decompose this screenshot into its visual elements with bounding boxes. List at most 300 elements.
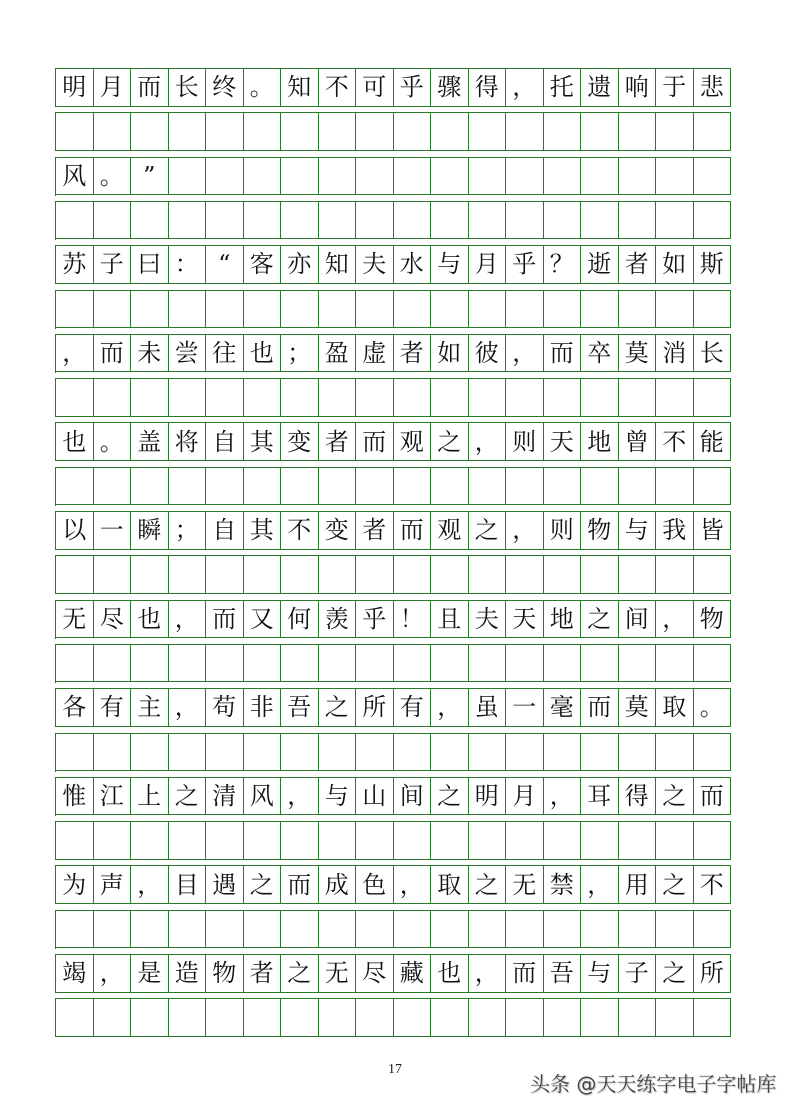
character-cell: 而 [206, 601, 244, 639]
character-cell: 也 [56, 423, 94, 461]
character-cell: 乎 [394, 69, 432, 107]
empty-cell [431, 202, 469, 240]
empty-cell [244, 291, 282, 329]
empty-cell [281, 291, 319, 329]
empty-cell [656, 113, 694, 151]
character-cell: 藏 [394, 955, 432, 993]
empty-cell [619, 158, 657, 196]
empty-cell [581, 468, 619, 506]
character-cell: 与 [431, 246, 469, 284]
empty-cell [431, 291, 469, 329]
empty-cell [694, 999, 732, 1037]
empty-cell [694, 113, 732, 151]
empty-cell [206, 734, 244, 772]
character-cell: 而 [94, 335, 132, 373]
character-cell: 未 [131, 335, 169, 373]
empty-cell [244, 822, 282, 860]
character-cell: 以 [56, 512, 94, 550]
character-cell: ， [506, 512, 544, 550]
character-cell: 地 [581, 423, 619, 461]
text-row [55, 511, 731, 550]
character-cell: 其 [244, 512, 282, 550]
character-cell: 毫 [544, 689, 582, 727]
character-cell: 羡 [319, 601, 357, 639]
character-cell: ， [469, 955, 507, 993]
character-cell: 成 [319, 866, 357, 904]
empty-cell [319, 999, 357, 1037]
character-cell: 夫 [356, 246, 394, 284]
empty-cell [244, 645, 282, 683]
empty-cell [581, 113, 619, 151]
character-cell: ， [169, 601, 207, 639]
empty-cell [131, 291, 169, 329]
empty-cell [56, 556, 94, 594]
empty-cell [694, 468, 732, 506]
character-cell: 则 [506, 423, 544, 461]
empty-cell [656, 379, 694, 417]
character-cell: 盈 [319, 335, 357, 373]
character-cell: 与 [581, 955, 619, 993]
character-cell: 曰 [131, 246, 169, 284]
empty-cell [131, 645, 169, 683]
character-cell: 与 [319, 778, 357, 816]
character-cell: 斯 [694, 246, 732, 284]
character-cell: 一 [94, 512, 132, 550]
empty-cell [281, 734, 319, 772]
empty-cell [281, 468, 319, 506]
empty-cell [319, 291, 357, 329]
empty-cell [469, 468, 507, 506]
character-cell: 一 [506, 689, 544, 727]
character-cell: 耳 [581, 778, 619, 816]
empty-cell [169, 999, 207, 1037]
empty-cell [94, 379, 132, 417]
empty-cell [94, 911, 132, 949]
character-cell: ： [169, 246, 207, 284]
empty-cell [694, 822, 732, 860]
empty-cell [356, 379, 394, 417]
character-cell: 山 [356, 778, 394, 816]
character-cell: 自 [206, 423, 244, 461]
empty-cell [244, 158, 282, 196]
character-cell: 可 [356, 69, 394, 107]
character-cell: 而 [581, 689, 619, 727]
empty-cell [469, 734, 507, 772]
empty-cell [431, 822, 469, 860]
empty-cell [394, 822, 432, 860]
empty-cell [506, 822, 544, 860]
character-cell: 禁 [544, 866, 582, 904]
empty-cell [506, 556, 544, 594]
character-cell: 非 [244, 689, 282, 727]
empty-cell [356, 999, 394, 1037]
text-row [55, 688, 731, 727]
empty-cell [581, 158, 619, 196]
character-cell: 间 [619, 601, 657, 639]
empty-cell [694, 202, 732, 240]
empty-cell [656, 911, 694, 949]
empty-cell [244, 734, 282, 772]
character-cell: 物 [581, 512, 619, 550]
empty-cell [469, 822, 507, 860]
empty-cell [506, 468, 544, 506]
empty-cell [206, 113, 244, 151]
empty-cell [506, 379, 544, 417]
empty-cell [656, 468, 694, 506]
character-cell: 者 [319, 423, 357, 461]
empty-cell [244, 999, 282, 1037]
character-cell: 而 [506, 955, 544, 993]
empty-cell [544, 911, 582, 949]
character-cell: ， [544, 778, 582, 816]
empty-cell [656, 999, 694, 1037]
character-cell: 遗 [581, 69, 619, 107]
practice-row [55, 644, 731, 683]
character-cell: 而 [394, 512, 432, 550]
empty-cell [356, 113, 394, 151]
character-cell: 风 [244, 778, 282, 816]
empty-cell [319, 645, 357, 683]
character-cell: “ [206, 246, 244, 284]
empty-cell [581, 734, 619, 772]
character-cell: 。 [694, 689, 732, 727]
empty-cell [56, 822, 94, 860]
character-cell: 何 [281, 601, 319, 639]
empty-cell [656, 158, 694, 196]
empty-cell [356, 158, 394, 196]
character-cell: 不 [656, 423, 694, 461]
empty-cell [94, 999, 132, 1037]
character-cell: 遇 [206, 866, 244, 904]
character-cell: 月 [506, 778, 544, 816]
character-cell: 江 [94, 778, 132, 816]
empty-cell [131, 468, 169, 506]
text-row [55, 334, 731, 373]
character-cell: ？ [544, 246, 582, 284]
empty-cell [431, 999, 469, 1037]
character-cell: ， [94, 955, 132, 993]
empty-cell [581, 379, 619, 417]
empty-cell [94, 645, 132, 683]
practice-row [55, 112, 731, 151]
empty-cell [694, 911, 732, 949]
character-cell: 往 [206, 335, 244, 373]
character-cell: 之 [581, 601, 619, 639]
empty-cell [169, 158, 207, 196]
character-cell: 莫 [619, 689, 657, 727]
character-cell: 其 [244, 423, 282, 461]
empty-cell [281, 999, 319, 1037]
empty-cell [506, 158, 544, 196]
character-cell: ， [431, 689, 469, 727]
empty-cell [94, 734, 132, 772]
character-cell: 尽 [94, 601, 132, 639]
character-cell: 如 [656, 246, 694, 284]
empty-cell [581, 645, 619, 683]
character-cell: 清 [206, 778, 244, 816]
empty-cell [544, 822, 582, 860]
character-cell: 托 [544, 69, 582, 107]
character-cell: 不 [319, 69, 357, 107]
empty-cell [656, 645, 694, 683]
character-cell: ； [169, 512, 207, 550]
empty-cell [619, 468, 657, 506]
empty-cell [581, 999, 619, 1037]
character-cell: 也 [431, 955, 469, 993]
empty-cell [544, 113, 582, 151]
empty-cell [431, 734, 469, 772]
empty-cell [319, 556, 357, 594]
character-cell: 亦 [281, 246, 319, 284]
empty-cell [244, 113, 282, 151]
empty-cell [56, 911, 94, 949]
character-cell: ， [656, 601, 694, 639]
empty-cell [56, 999, 94, 1037]
character-cell: 子 [619, 955, 657, 993]
empty-cell [281, 822, 319, 860]
empty-cell [506, 291, 544, 329]
character-cell: 所 [694, 955, 732, 993]
empty-cell [206, 158, 244, 196]
character-cell: 而 [694, 778, 732, 816]
empty-cell [544, 645, 582, 683]
empty-cell [694, 379, 732, 417]
empty-cell [469, 379, 507, 417]
character-cell: ， [281, 778, 319, 816]
character-cell: 骤 [431, 69, 469, 107]
empty-cell [206, 822, 244, 860]
character-cell: 物 [206, 955, 244, 993]
empty-cell [356, 911, 394, 949]
character-cell: 吾 [544, 955, 582, 993]
empty-cell [506, 202, 544, 240]
character-cell: 乎 [506, 246, 544, 284]
character-cell: ； [281, 335, 319, 373]
empty-cell [431, 556, 469, 594]
empty-cell [281, 911, 319, 949]
empty-cell [206, 556, 244, 594]
empty-cell [506, 113, 544, 151]
character-cell: 得 [469, 69, 507, 107]
empty-cell [244, 202, 282, 240]
empty-cell [319, 822, 357, 860]
character-cell: 逝 [581, 246, 619, 284]
character-cell: 竭 [56, 955, 94, 993]
character-cell: 之 [469, 866, 507, 904]
character-cell: 之 [656, 955, 694, 993]
empty-cell [394, 379, 432, 417]
character-cell: 终 [206, 69, 244, 107]
character-cell: 变 [319, 512, 357, 550]
character-cell: 地 [544, 601, 582, 639]
character-cell: 。 [94, 158, 132, 196]
empty-cell [469, 556, 507, 594]
empty-cell [94, 556, 132, 594]
empty-cell [94, 291, 132, 329]
empty-cell [356, 291, 394, 329]
text-row [55, 777, 731, 816]
practice-row [55, 467, 731, 506]
character-cell: 且 [431, 601, 469, 639]
empty-cell [581, 291, 619, 329]
empty-cell [56, 645, 94, 683]
page-number: 17 [388, 1062, 402, 1077]
character-cell: 则 [544, 512, 582, 550]
empty-cell [394, 911, 432, 949]
empty-cell [656, 556, 694, 594]
empty-cell [281, 379, 319, 417]
empty-cell [619, 202, 657, 240]
character-cell: 之 [319, 689, 357, 727]
text-row [55, 865, 731, 904]
empty-cell [56, 379, 94, 417]
empty-cell [206, 911, 244, 949]
character-cell: 苏 [56, 246, 94, 284]
character-cell: 知 [319, 246, 357, 284]
character-cell: 卒 [581, 335, 619, 373]
empty-cell [319, 468, 357, 506]
empty-cell [469, 291, 507, 329]
empty-cell [281, 158, 319, 196]
character-cell: ” [131, 158, 169, 196]
empty-cell [356, 645, 394, 683]
character-cell: 虽 [469, 689, 507, 727]
character-cell: 之 [431, 778, 469, 816]
character-cell: 不 [694, 866, 732, 904]
character-cell: 响 [619, 69, 657, 107]
practice-row [55, 821, 731, 860]
character-cell: ， [506, 69, 544, 107]
character-cell: 声 [94, 866, 132, 904]
empty-cell [169, 202, 207, 240]
practice-row [55, 910, 731, 949]
empty-cell [506, 999, 544, 1037]
empty-cell [394, 113, 432, 151]
empty-cell [394, 734, 432, 772]
character-cell: 虚 [356, 335, 394, 373]
character-cell: 苟 [206, 689, 244, 727]
empty-cell [281, 556, 319, 594]
empty-cell [431, 113, 469, 151]
empty-cell [619, 556, 657, 594]
character-cell: 者 [394, 335, 432, 373]
empty-cell [656, 291, 694, 329]
empty-cell [169, 911, 207, 949]
empty-cell [206, 379, 244, 417]
character-cell: 是 [131, 955, 169, 993]
character-cell: 自 [206, 512, 244, 550]
empty-cell [56, 468, 94, 506]
empty-cell [94, 202, 132, 240]
text-row [55, 157, 731, 196]
empty-cell [56, 202, 94, 240]
watermark: 头条 @天天练字电子字帖库 [530, 1072, 777, 1096]
character-cell: ！ [394, 601, 432, 639]
character-cell: 无 [319, 955, 357, 993]
character-cell: 。 [94, 423, 132, 461]
empty-cell [469, 999, 507, 1037]
character-cell: 知 [281, 69, 319, 107]
character-cell: 曾 [619, 423, 657, 461]
character-cell: 我 [656, 512, 694, 550]
empty-cell [544, 379, 582, 417]
character-cell: 有 [94, 689, 132, 727]
character-cell: 之 [281, 955, 319, 993]
empty-cell [169, 734, 207, 772]
empty-cell [694, 556, 732, 594]
character-cell: 为 [56, 866, 94, 904]
empty-cell [619, 645, 657, 683]
text-row [55, 245, 731, 284]
character-cell: 观 [394, 423, 432, 461]
character-cell: 观 [431, 512, 469, 550]
character-cell: 者 [356, 512, 394, 550]
empty-cell [356, 468, 394, 506]
character-cell: 无 [56, 601, 94, 639]
empty-cell [619, 291, 657, 329]
character-cell: 如 [431, 335, 469, 373]
character-cell: 也 [244, 335, 282, 373]
character-cell: 上 [131, 778, 169, 816]
empty-cell [431, 379, 469, 417]
character-cell: 也 [131, 601, 169, 639]
text-row [55, 68, 731, 107]
empty-cell [431, 468, 469, 506]
empty-cell [94, 113, 132, 151]
empty-cell [281, 113, 319, 151]
empty-cell [131, 379, 169, 417]
character-cell: 无 [506, 866, 544, 904]
empty-cell [469, 645, 507, 683]
character-cell: 用 [619, 866, 657, 904]
empty-cell [544, 202, 582, 240]
character-cell: 又 [244, 601, 282, 639]
empty-cell [506, 734, 544, 772]
empty-cell [394, 291, 432, 329]
empty-cell [131, 999, 169, 1037]
character-cell: 消 [656, 335, 694, 373]
character-cell: 彼 [469, 335, 507, 373]
empty-cell [56, 291, 94, 329]
character-cell: 有 [394, 689, 432, 727]
empty-cell [94, 822, 132, 860]
empty-cell [394, 158, 432, 196]
empty-cell [431, 911, 469, 949]
empty-cell [169, 113, 207, 151]
empty-cell [506, 911, 544, 949]
empty-cell [319, 734, 357, 772]
empty-cell [544, 291, 582, 329]
character-cell: 间 [394, 778, 432, 816]
empty-cell [619, 822, 657, 860]
character-cell: 者 [619, 246, 657, 284]
empty-cell [131, 113, 169, 151]
empty-cell [469, 113, 507, 151]
empty-cell [169, 822, 207, 860]
empty-cell [319, 158, 357, 196]
character-cell: 水 [394, 246, 432, 284]
character-cell: 天 [506, 601, 544, 639]
character-cell: 尽 [356, 955, 394, 993]
character-cell: 吾 [281, 689, 319, 727]
empty-cell [319, 113, 357, 151]
empty-cell [356, 202, 394, 240]
empty-cell [356, 556, 394, 594]
character-cell: 夫 [469, 601, 507, 639]
text-row [55, 954, 731, 993]
empty-cell [131, 822, 169, 860]
empty-cell [694, 645, 732, 683]
